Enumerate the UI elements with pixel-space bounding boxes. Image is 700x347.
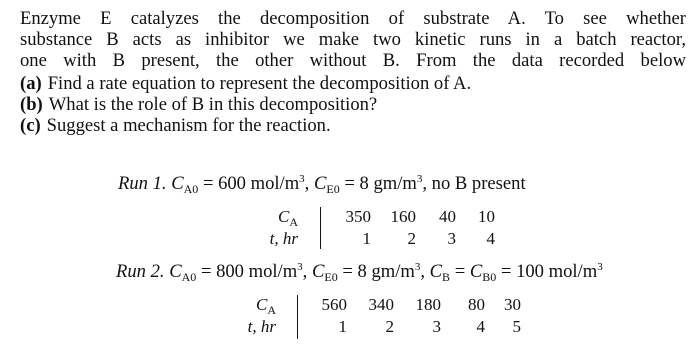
- run1-tail: , no B present: [422, 173, 526, 194]
- run2-cb-subscript: B: [442, 270, 451, 284]
- run2-t-1: 1: [338, 317, 347, 336]
- run2-ca0-subscript: A0: [181, 270, 197, 284]
- run1-ce0-symbol: C: [313, 173, 327, 194]
- run2-ca-3: 180: [415, 295, 441, 314]
- run1-ca-3: 40: [439, 207, 456, 226]
- run1-ca-label: [262, 207, 298, 230]
- run2-ca-label-symbol: C: [255, 295, 268, 314]
- run2-t-2: 2: [385, 317, 394, 336]
- run1-ca0-symbol: C: [171, 173, 184, 194]
- run2-ce0-symbol: C: [311, 261, 325, 282]
- run1-ca-4: 10: [478, 207, 495, 226]
- question-a-label: (a): [20, 73, 42, 94]
- question-a-text: Find a rate equation to represent the decomposition of A.: [47, 73, 472, 94]
- run1-t-4: 4: [486, 229, 495, 248]
- question-b: [20, 94, 377, 116]
- run2-ca-label: [240, 295, 276, 318]
- run2-ca-5: 30: [504, 295, 521, 314]
- run2-cb0-exponent: 3: [597, 261, 603, 273]
- run2-cb0-value: = 100 mol/m: [500, 261, 598, 282]
- run2-conditions: Run 2. $C_{A0} = 800$ mol/$m^3$, $C_{E0} = 8$ $gm/m^3$, $C_B = C_{B0} = 100$ mol/$m^3$: [116, 261, 603, 284]
- run2-ce0-subscript: E0: [324, 270, 338, 284]
- run1-t-label-text: t, hr: [269, 229, 298, 248]
- run1-ca-1: 350: [345, 207, 371, 226]
- run2-table-divider: [297, 295, 298, 339]
- run2-ca-4: 80: [468, 295, 485, 314]
- run2-ca0-symbol: C: [169, 261, 182, 282]
- run2-ce0-exponent: 3: [414, 261, 421, 273]
- run1-prefix: Run 1.: [118, 173, 167, 194]
- run2-ca-1: 560: [321, 295, 347, 314]
- statement-line-2: substance B acts as inhibitor we make two kinetic runs in a batch reactor,: [20, 29, 686, 51]
- run1-ca-2: 160: [390, 207, 416, 226]
- run1-ca-label-subscript: A: [289, 215, 298, 229]
- statement-line-3: one with B present, the other without B. From the data recorded below: [20, 50, 686, 72]
- run2-ca0-exponent: 3: [297, 261, 303, 273]
- run1-t-label: [252, 229, 298, 249]
- run2-t-label-text: t, hr: [247, 317, 276, 336]
- run1-table-divider: [320, 207, 321, 249]
- run1-ce0-subscript: E0: [326, 182, 340, 196]
- run1-t-1: 1: [362, 229, 371, 248]
- run2-t-4: 4: [476, 317, 485, 336]
- statement-line-1: Enzyme E catalyzes the decomposition of substrate A. To see whether: [20, 8, 686, 29]
- run2-cb0-subscript: B0: [482, 270, 497, 284]
- run2-ca0-value: = 800 mol/m: [200, 261, 298, 282]
- question-b-label: (b): [20, 94, 43, 115]
- run2-ca-label-subscript: A: [267, 303, 276, 317]
- run1-ca-label-symbol: C: [277, 207, 290, 226]
- run1-ca0-subscript: A0: [183, 182, 199, 196]
- run1-conditions: Run 1. $C_{A0} = 600$ mol/$m^3$, $C_{E0} = 8$ $gm/m^3$, no B present: [118, 173, 526, 196]
- problem-statement: [20, 8, 686, 72]
- run1-t-3: 3: [447, 229, 456, 248]
- question-c: [20, 115, 331, 137]
- run1-ca0-exponent: 3: [299, 173, 305, 185]
- run2-t-5: 5: [512, 317, 521, 336]
- run2-t-3: 3: [432, 317, 441, 336]
- question-b-text: What is the role of B in this decomposition?: [48, 94, 378, 115]
- run2-cb-symbol: C: [429, 261, 443, 282]
- run2-cb0-equals: =: [454, 261, 466, 282]
- question-c-text: Suggest a mechanism for the reaction.: [46, 115, 331, 136]
- question-c-label: (c): [20, 115, 41, 136]
- run1-t-2: 2: [407, 229, 416, 248]
- run1-ce0-value: = 8 gm/m: [344, 173, 417, 194]
- run2-ca-2: 340: [368, 295, 394, 314]
- run2-cb0-symbol: C: [469, 261, 483, 282]
- run2-t-label: [230, 317, 276, 337]
- run2-ce0-value: = 8 gm/m: [342, 261, 415, 282]
- run1-ce0-exponent: 3: [416, 173, 423, 185]
- run1-ca0-value: = 600 mol/m: [202, 173, 300, 194]
- run2-prefix: Run 2.: [116, 261, 165, 282]
- question-a: [20, 73, 471, 95]
